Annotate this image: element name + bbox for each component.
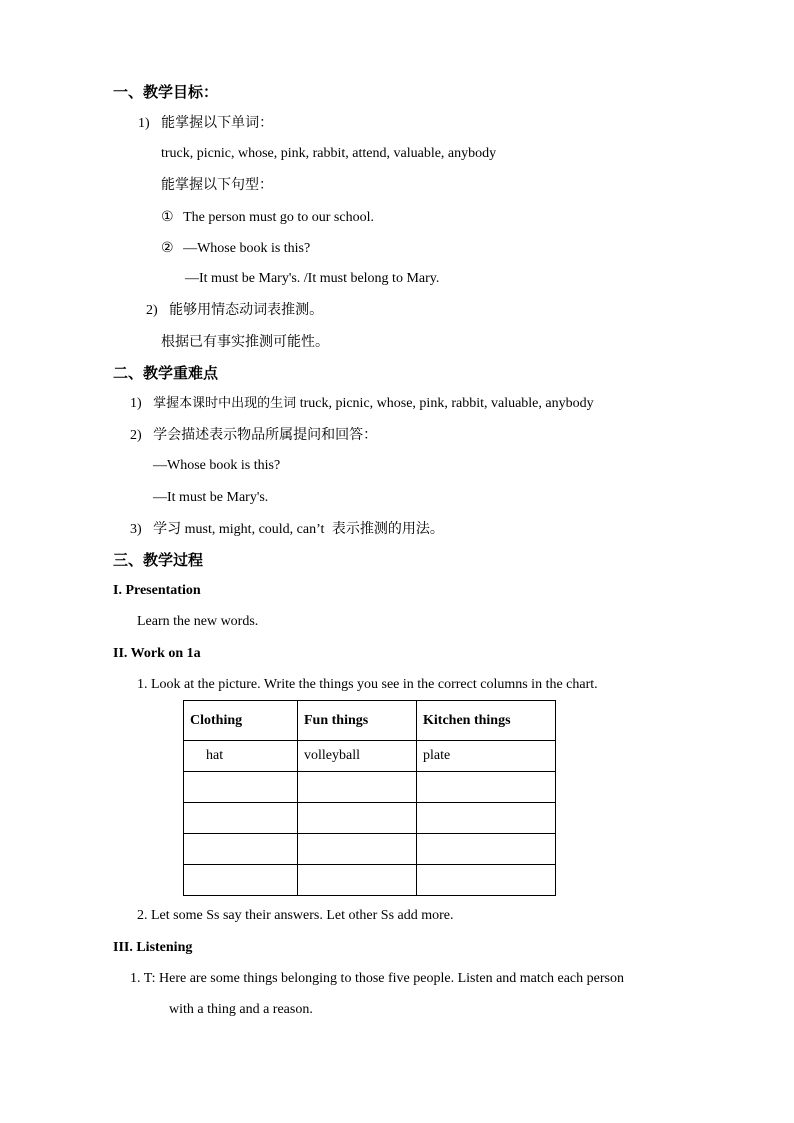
table-row: [184, 772, 556, 803]
table-cell: [417, 865, 556, 896]
keypoint-item-1: [130, 394, 594, 414]
chart-header-fun-things: Fun things: [298, 701, 417, 741]
keypoint-item-2-answer: —It must be Mary's.: [153, 490, 269, 505]
objective-item-2: [146, 300, 323, 321]
keypoint-item-1-cn: 掌握本课时中出现的生词: [153, 396, 297, 411]
presentation-text: Learn the new words.: [137, 614, 259, 629]
keypoint-item-1-label: 1): [130, 396, 142, 411]
keypoint-item-3-label: 3): [130, 522, 142, 537]
keypoint-item-2-question: —Whose book is this?: [153, 458, 281, 473]
example-sentence-2: [161, 238, 310, 259]
example-1-marker: ①: [161, 209, 174, 225]
keypoint-item-3-cn2: 表示推测的用法。: [331, 521, 444, 537]
objective-item-1-label: 1): [138, 116, 150, 131]
example-sentence-1: [161, 207, 374, 228]
chart-header-kitchen-things: Kitchen things: [417, 701, 556, 741]
section3-title: 三、教学过程: [113, 551, 204, 569]
vocabulary-list: truck, picnic, whose, pink, rabbit, attend, valuable, anybody: [161, 146, 497, 161]
chart-header-clothing: Clothing: [184, 701, 298, 741]
section1-title: 一、教学目标：: [113, 83, 219, 101]
listening-step1-line1: 1. T: Here are some things belonging to those five people. Listen and match each person: [130, 971, 624, 986]
table-cell: [184, 834, 298, 865]
section2-title: 二、教学重难点: [113, 364, 219, 382]
table-cell: hat: [184, 741, 298, 772]
keypoint-item-2: [130, 425, 377, 446]
listening-title: III. Listening: [113, 940, 193, 955]
sentence-pattern-label: 能掌握以下句型：: [161, 177, 273, 193]
objective-item-2-sub: 根据已有事实推测可能性。: [161, 334, 329, 350]
objective-item-1: [138, 113, 273, 134]
table-cell: [298, 772, 417, 803]
listening-step1-line2: with a thing and a reason.: [169, 1002, 313, 1017]
table-cell: [417, 834, 556, 865]
work-on-1a-title: II. Work on 1a: [113, 646, 201, 661]
work-on-1a-step2: 2. Let some Ss say their answers. Let other Ss add more.: [137, 908, 454, 923]
table-cell: [184, 772, 298, 803]
table-cell: [298, 834, 417, 865]
example-2-question: —Whose book is this?: [183, 241, 311, 256]
work-on-1a-step1: 1. Look at the picture. Write the things you see in the correct columns in the chart.: [137, 677, 598, 692]
example-1-text: The person must go to our school.: [183, 210, 374, 225]
table-cell: [184, 803, 298, 834]
keypoint-item-1-words: truck, picnic, whose, pink, rabbit, valuable, anybody: [299, 396, 594, 411]
table-row: [184, 741, 556, 772]
table-cell: [298, 803, 417, 834]
table-row: [184, 803, 556, 834]
keypoint-item-3: [130, 519, 444, 540]
objective-item-1-text: 能掌握以下单词：: [161, 115, 274, 131]
table-row: [184, 834, 556, 865]
example-2-marker: ②: [161, 240, 174, 256]
keypoint-item-2-text: 学会描述表示物品所属提问和回答：: [153, 427, 378, 443]
keypoint-item-2-label: 2): [130, 428, 142, 443]
objective-item-2-text: 能够用情态动词表推测。: [169, 302, 324, 318]
example-2-answer: —It must be Mary's. /It must belong to Mary.: [185, 271, 440, 286]
presentation-title: I. Presentation: [113, 583, 201, 598]
table-cell: plate: [417, 741, 556, 772]
objective-item-2-label: 2): [146, 303, 158, 318]
keypoint-item-3-cn1: 学习: [153, 521, 182, 537]
chart-header-row: [184, 701, 556, 741]
table-cell: [298, 865, 417, 896]
table-row: [184, 865, 556, 896]
keypoint-item-3-modals: must, might, could, can’t: [184, 522, 325, 537]
table-cell: [417, 772, 556, 803]
table-cell: volleyball: [298, 741, 417, 772]
table-cell: [184, 865, 298, 896]
table-cell: [417, 803, 556, 834]
classification-chart: [183, 700, 556, 896]
